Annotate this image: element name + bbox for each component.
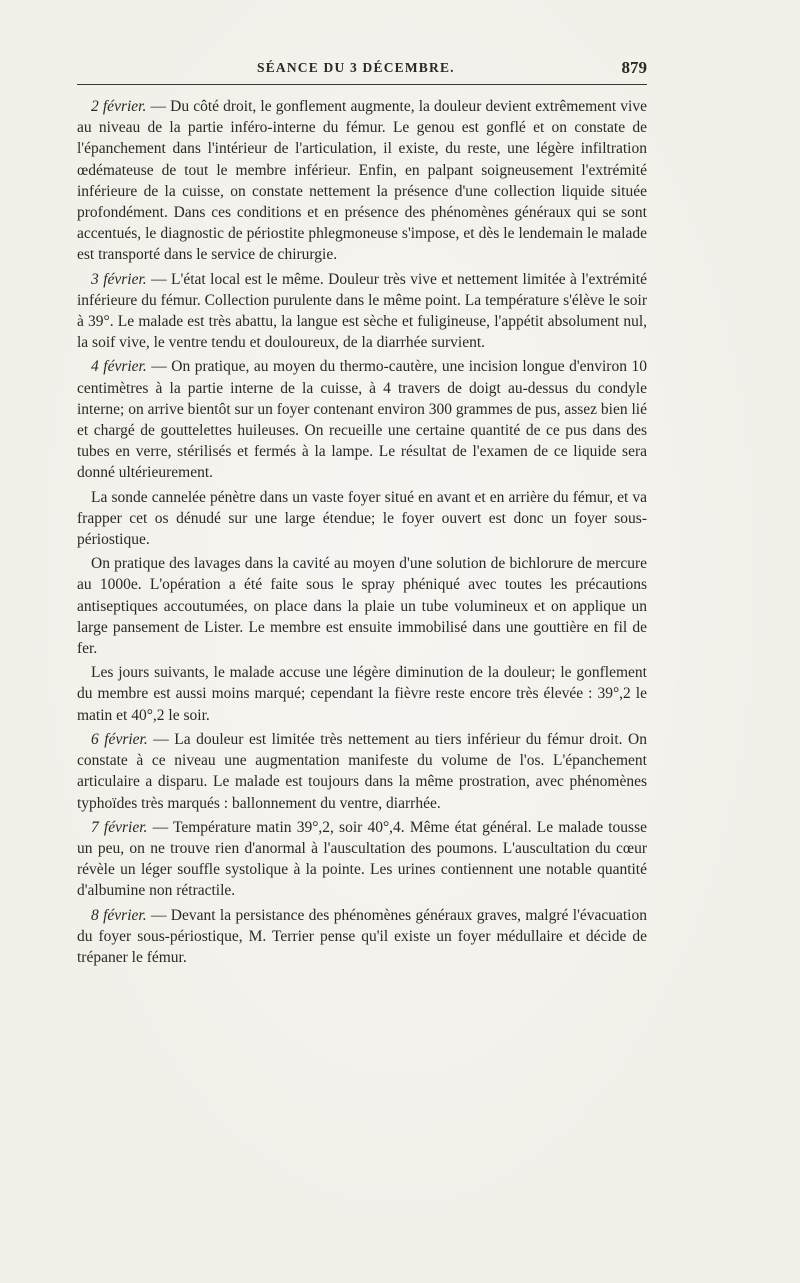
paragraph-text: — Du côté droit, le gonflement augmente, la douleur devient extrêmement vive au niveau de la partie inféro-interne du fémur. Le genou est gonflé et on constate de l'épanchement dans l'intérieur de l'articulation, il existe, du reste, une légère infiltration œdémateuse de tout le membre inférieur. Enfin, en palpant soigneusement l'extrémité inférieure de la cuisse, on constate nettement la présence d'une collection liquide située profondément. Dans ces conditions et en présence des phénomènes généraux qui se sont accentués, le diagnostic de périostite phlegmoneuse s'impose, et dès le lendemain le malade est transporté dans le service de chirurgie. — [77, 98, 647, 264]
paragraph-3-fevrier — [77, 269, 647, 354]
paragraph-lavages — [77, 553, 647, 659]
paragraph-4-fevrier — [77, 356, 647, 483]
paragraph-8-fevrier — [77, 905, 647, 969]
paragraph-7-fevrier — [77, 817, 647, 902]
running-head — [77, 58, 647, 84]
paragraph-sonde — [77, 487, 647, 551]
body-text — [77, 96, 647, 971]
date-label: 3 février. — [91, 270, 147, 288]
paragraph-text: — La douleur est limitée très nettement au tiers inférieur du fémur droit. On constate à ce niveau une augmentation manifeste du volume de l'os. L'épanchement articulaire a disparu. Le malade est toujours dans la même prostration, avec phénomènes typhoïdes très marqués : ballonnement du ventre, diarrhée. — [77, 730, 647, 812]
paragraph-text: Les jours suivants, le malade accuse une légère diminution de la douleur; le gonflement du membre est aussi moins marqué; cependant la fièvre reste encore très élevée : 39°,2 le matin et 40°,2 le soir. — [77, 664, 647, 724]
date-label: 4 février. — [91, 358, 147, 376]
header-rule — [77, 84, 647, 85]
paragraph-text: La sonde cannelée pénètre dans un vaste foyer situé en avant et en arrière du fémur, et va frapper cet os dénudé sur une large étendue; le foyer ouvert est donc un foyer sous-périostique. — [77, 488, 647, 549]
running-title: SÉANCE DU 3 DÉCEMBRE. — [257, 60, 455, 75]
paragraph-2-fevrier — [77, 96, 647, 266]
paragraph-text: — Devant la persistance des phénomènes généraux graves, malgré l'évacuation du foyer sous-périostique, M. Terrier pense qu'il existe un foyer médullaire et décide de trépaner le fémur. — [77, 906, 647, 966]
date-label: 8 février. — [91, 906, 147, 924]
date-label: 7 février. — [91, 818, 148, 836]
paragraph-text: — On pratique, au moyen du thermo-cautère, une incision longue d'environ 10 centimètres à la partie interne de la cuisse, à 4 travers de doigt au-dessus du condyle interne; on arrive bientôt sur un foyer contenant environ 300 grammes de pus, assez bien lié et chargé de gouttelettes huileuses. On recueille une certaine quantité de ce pus dans des tubes en verre, stérilisés et fermés à la lampe. Le résultat de l'examen de ce liquide sera donné ultérieurement. — [77, 358, 647, 482]
page-number: 879 — [621, 58, 647, 77]
paragraph-jours-suivants — [77, 662, 647, 726]
date-label: 2 février. — [91, 98, 147, 115]
paragraph-text: — Température matin 39°,2, soir 40°,4. Même état général. Le malade tousse un peu, on ne trouve rien d'anormal à l'auscultation des poumons. L'auscultation du cœur révèle un léger souffle systolique à la pointe. Les urines contiennent une notable quantité d'albumine non rétractile. — [77, 818, 647, 900]
paragraph-6-fevrier — [77, 729, 647, 814]
date-label: 6 février. — [91, 730, 148, 748]
paragraph-text: On pratique des lavages dans la cavité au moyen d'une solution de bichlorure de mercure au 1000e. L'opération a été faite sous le spray phéniqué avec toutes les précautions antiseptiques accoutumées, on place dans la plaie un tube volumineux et on applique un large pansement de Lister. Le membre est ensuite immobilisé dans une gouttière en fil de fer. — [77, 555, 647, 658]
paragraph-text: — L'état local est le même. Douleur très vive et nettement limitée à l'extrémité inférieure du fémur. Collection purulente dans le même point. La température s'élève le soir à 39°. Le malade est très abattu, la langue est sèche et fuligineuse, l'appétit absolument nul, la soif vive, le ventre tendu et douloureux, de la diarrhée survient. — [77, 270, 647, 352]
